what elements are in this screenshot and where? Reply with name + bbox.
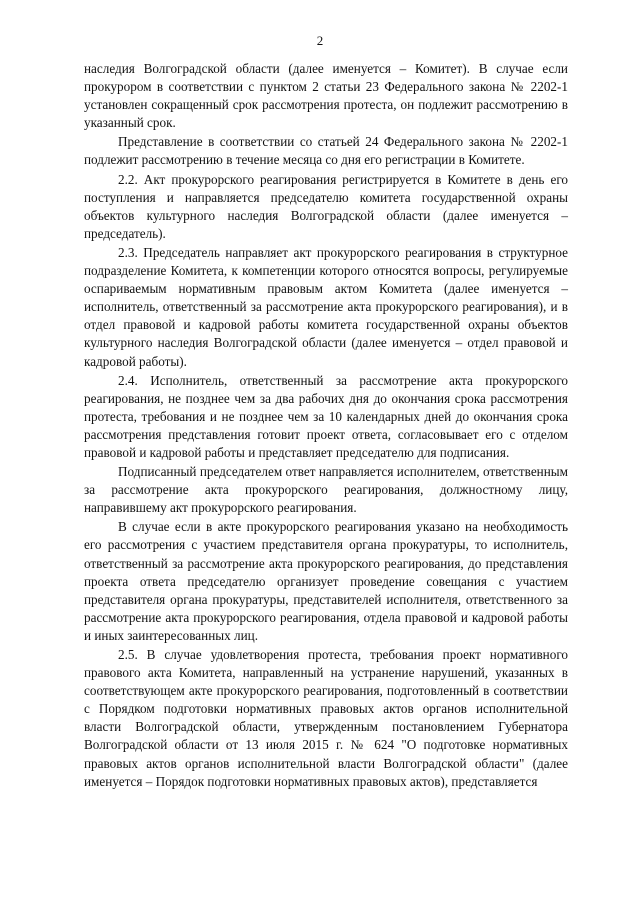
paragraph-continuation: наследия Волгоградской области (далее именуется – Комитет). В случае если прокурором в соответствии с пунктом 2 статьи 23 Федерального закона № 2202-1 установлен сокращенный срок рассмотрения протеста, он подлежит рассмотрению в указанный срок. — [84, 61, 568, 131]
paragraph-2-3: 2.3. Председатель направляет акт прокурорского реагирования в структурное подразделение Комитета, к компетенции которого относятся вопросы, регулируемые оспариваемым нормативным правовым актом Комитета (далее именуется – исполнитель, ответственный за рассмотрение акта прокурорского реагирования), и в отдел правовой и кадровой работы комитета государственной охраны объектов культурного наследия Волгоградской области (далее именуется – отдел правовой и кадровой работы). — [84, 244, 568, 369]
paragraph-representation-term: Представление в соответствии со статьей 24 Федерального закона № 2202-1 подлежит рассмотрению в течение месяца со дня его регистрации в Комитете. — [84, 134, 568, 168]
paragraph-2-5: 2.5. В случае удовлетворения протеста, требования проект нормативного правового акта Комитета, направленный на устранение нарушений, указанных в соответствующем акте прокурорского реагирования, подготовленный в соответствии с Порядком подготовки нормативных правовых актов органов исполнительной власти Волгоградской области, утвержденным постановлением Губернатора Волгоградской области от 13 июля 2015 г. № 624 "О подготовке нормативных правовых актов органов исполнительной власти Волгоградской области" (далее именуется – Порядок подготовки нормативных правовых актов), представляется — [84, 647, 568, 789]
paragraph-meeting: В случае если в акте прокурорского реагирования указано на необходимость его рассмотрения с участием представителя органа прокуратуры, то исполнитель, ответственный за рассмотрение акта прокурорского реагирования, до представления проекта ответа председателю организует проведение совещания с участием представителя органа прокуратуры, представителей исполнителя, ответственного за рассмотрение акта прокурорского реагирования, отдела правовой и кадровой работы и иных заинтересованных лиц. — [84, 519, 568, 643]
document-body — [84, 60, 568, 792]
paragraph-signed-answer: Подписанный председателем ответ направляется исполнителем, ответственным за рассмотрение акта прокурорского реагирования, должностному лицу, направившему акт прокурорского реагирования. — [84, 464, 568, 516]
paragraph-2-4: 2.4. Исполнитель, ответственный за рассмотрение акта прокурорского реагирования, не позднее чем за два рабочих дня до окончания срока рассмотрения протеста, требования и не позднее чем за 10 календарных дней до окончания срока рассмотрения представления готовит проект ответа, согласовывает его с отделом правовой и кадровой работы и представляет председателю для подписания. — [84, 372, 568, 460]
paragraph-2-2: 2.2. Акт прокурорского реагирования регистрируется в Комитете в день его поступления и направляется председателю комитета государственной охраны объектов культурного наследия Волгоградской области (далее именуется – председатель). — [84, 171, 568, 241]
page-number: 2 — [316, 33, 324, 48]
